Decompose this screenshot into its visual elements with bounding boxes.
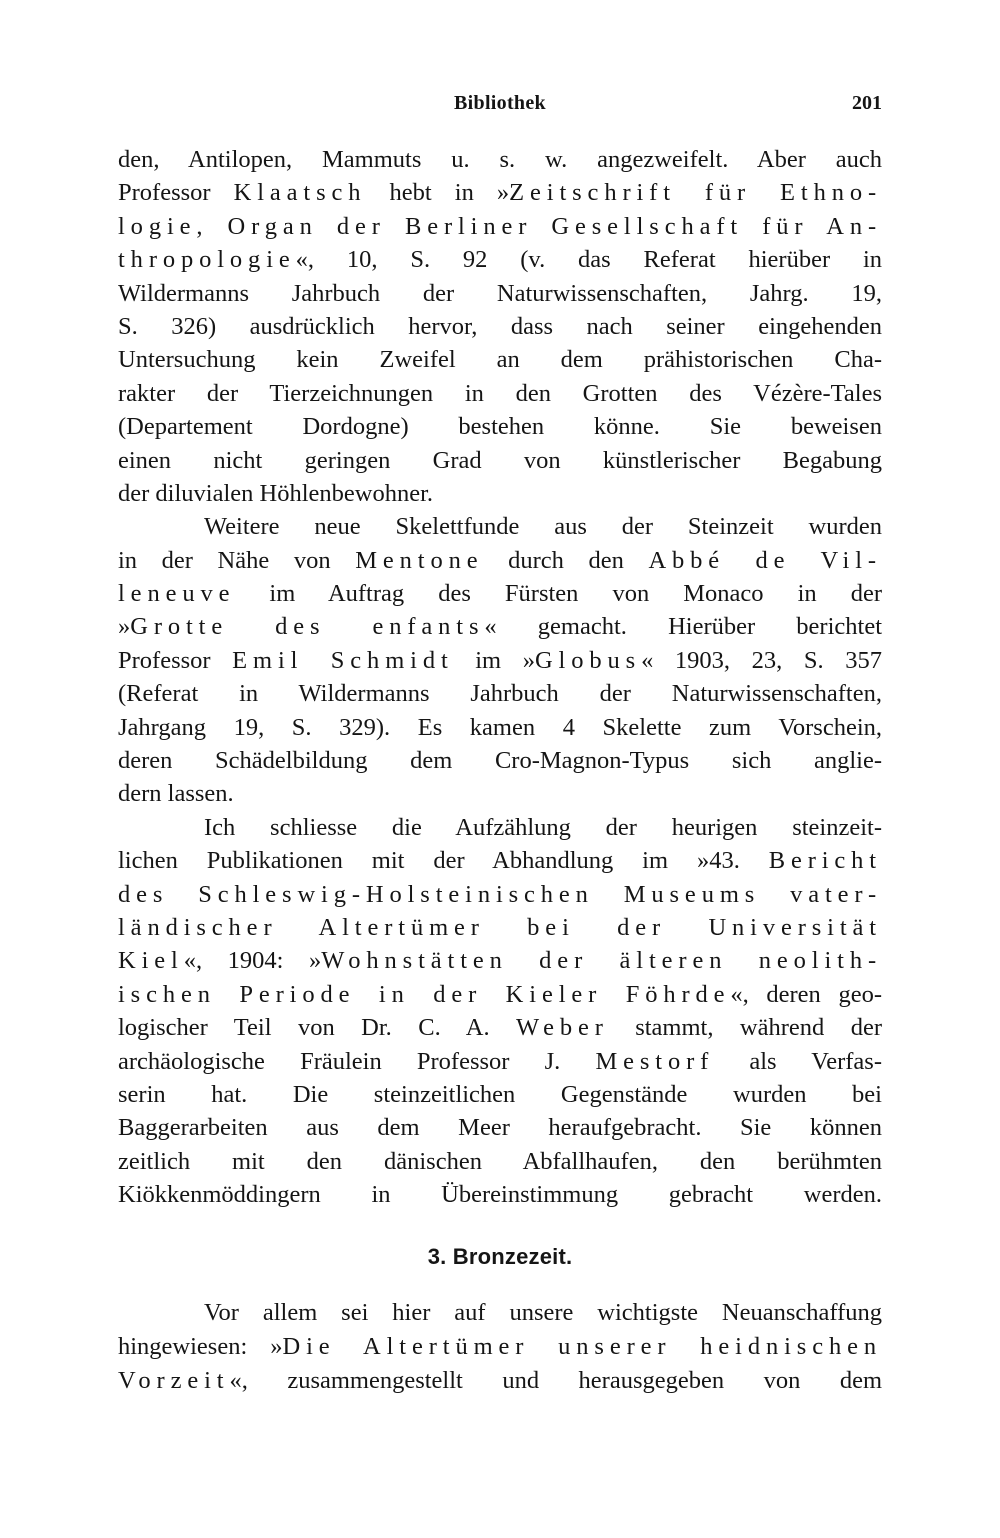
text-line: [118, 610, 882, 643]
text-run: »: [118, 613, 131, 641]
spaced-name: Mestorf: [595, 1047, 715, 1075]
text-line: [118, 176, 882, 209]
spaced-title: thropologie: [118, 246, 296, 274]
text-line: Vor allem sei hier auf unsere wichtigste Neuanschaffung: [204, 1298, 882, 1326]
book-page: [118, 88, 882, 1398]
spaced-name: Mentone: [355, 546, 484, 574]
text-run: stammt, während der: [608, 1014, 882, 1042]
text-line: [118, 644, 882, 677]
text-line: [118, 577, 882, 610]
text-run: «, 1904: »: [183, 947, 322, 975]
text-line: ländischer Altertümer bei der Universität: [118, 913, 882, 941]
text-line: Baggerarbeiten aus dem Meer heraufgebracht. Sie können: [118, 1114, 882, 1142]
section-heading: 3. Bronzezeit.: [427, 1243, 573, 1269]
text-run: Professor: [118, 646, 233, 674]
spaced-title: Grotte des enfants: [130, 613, 485, 641]
body-text: [118, 143, 882, 1398]
text-line: [118, 544, 882, 577]
text-run: logischer Teil von Dr. C. A.: [118, 1014, 517, 1042]
text-line: rakter der Tierzeichnungen in den Grotten des Vézère-Tales: [118, 379, 882, 407]
text-line: Kiökkenmöddingern in Übereinstimmung gebracht werden.: [118, 1181, 882, 1209]
text-line: Weitere neue Skelettfunde aus der Steinzeit wurden: [204, 513, 882, 541]
text-run: hingewiesen: »: [118, 1332, 283, 1360]
text-line: logie, Organ der Berliner Gesellschaft für An-: [118, 212, 882, 240]
text-line: Ich schliesse die Aufzählung der heurigen steinzeit-: [204, 813, 882, 841]
text-line: (Departement Dordogne) bestehen könne. Sie beweisen: [118, 413, 882, 441]
text-run: «, 10, S. 92 (v. das Referat hierüber in: [295, 246, 882, 274]
text-run: «, deren geo-: [730, 980, 882, 1008]
spaced-name: leneuve: [118, 580, 236, 608]
text-line: [118, 978, 882, 1011]
text-line: Wildermanns Jahrbuch der Naturwissenschaften, Jahrg. 19,: [118, 279, 882, 307]
spaced-name: Weber: [516, 1014, 609, 1042]
text-run: im Auftrag des Fürsten von Monaco in der: [235, 580, 882, 608]
text-line: deren Schädelbildung dem Cro-Magnon-Typus sich anglie-: [118, 747, 882, 775]
spaced-title: Vorzeit: [118, 1366, 230, 1394]
text-line: zeitlich mit den dänischen Abfallhaufen, den berühmten: [118, 1147, 882, 1175]
text-line: Untersuchung kein Zweifel an dem prähistorischen Cha-: [118, 346, 882, 374]
spaced-title: Bericht: [768, 847, 882, 875]
paragraph: [118, 510, 882, 811]
text-run: im »: [453, 646, 535, 674]
page-number: 201: [852, 92, 882, 114]
text-run: hebt in »: [366, 179, 510, 207]
text-run: lichen Publikationen mit der Abhandlung im »43.: [118, 847, 769, 875]
text-run: Professor: [118, 179, 234, 207]
text-run: in der Nähe von: [118, 546, 356, 574]
paragraph: [118, 1296, 882, 1398]
spaced-title: Zeitschrift für Ethno-: [509, 179, 883, 207]
text-line: (Referat in Wildermanns Jahrbuch der Naturwissenschaften,: [118, 680, 882, 708]
text-line: [118, 1364, 882, 1398]
spaced-title: ischen Periode in der Kieler Föhrde: [118, 980, 731, 1008]
text-line: [118, 1330, 882, 1364]
paragraph: [118, 143, 882, 510]
text-line: dern lassen.: [118, 780, 234, 808]
spaced-title: Globus: [534, 646, 642, 674]
text-run: durch den: [483, 546, 649, 574]
text-line: [118, 844, 882, 877]
spaced-title: Die Altertümer unserer heidnischen: [282, 1332, 882, 1360]
text-line: S. 326) ausdrücklich hervor, dass nach seiner eingehenden: [118, 312, 882, 340]
spaced-title: Wohnstätten der älteren neolith-: [321, 947, 882, 975]
paragraph: [118, 811, 882, 1212]
text-line: [118, 1011, 882, 1044]
text-line: serin hat. Die steinzeitlichen Gegenstände wurden bei: [118, 1080, 882, 1108]
text-run: als Verfas-: [714, 1047, 883, 1075]
text-line: [118, 944, 882, 977]
running-head: [118, 88, 882, 124]
text-line: [118, 1045, 882, 1078]
spaced-title: Kiel: [118, 947, 184, 975]
text-line: der diluvialen Höhlenbewohner.: [118, 479, 434, 507]
spaced-name: Emil Schmidt: [232, 646, 454, 674]
text-line: den, Antilopen, Mammuts u. s. w. angezweifelt. Aber auch: [118, 146, 882, 173]
text-run: archäologische Fräulein Professor J.: [118, 1047, 596, 1075]
text-line: Jahrgang 19, S. 329). Es kamen 4 Skelette zum Vorschein,: [118, 713, 882, 741]
text-line: des Schleswig-Holsteinischen Museums vater-: [118, 880, 882, 908]
text-run: « gemacht. Hierüber berichtet: [484, 613, 882, 641]
text-line: [118, 243, 882, 276]
running-title: Bibliothek: [454, 92, 546, 114]
spaced-name: Abbé de Vil-: [648, 546, 882, 574]
text-line: einen nicht geringen Grad von künstlerischer Begabung: [118, 446, 882, 474]
spaced-name: Klaatsch: [233, 179, 367, 207]
text-run: « 1903, 23, S. 357: [641, 646, 882, 674]
text-run: «, zusammengestellt und herausgegeben von dem: [229, 1366, 882, 1394]
